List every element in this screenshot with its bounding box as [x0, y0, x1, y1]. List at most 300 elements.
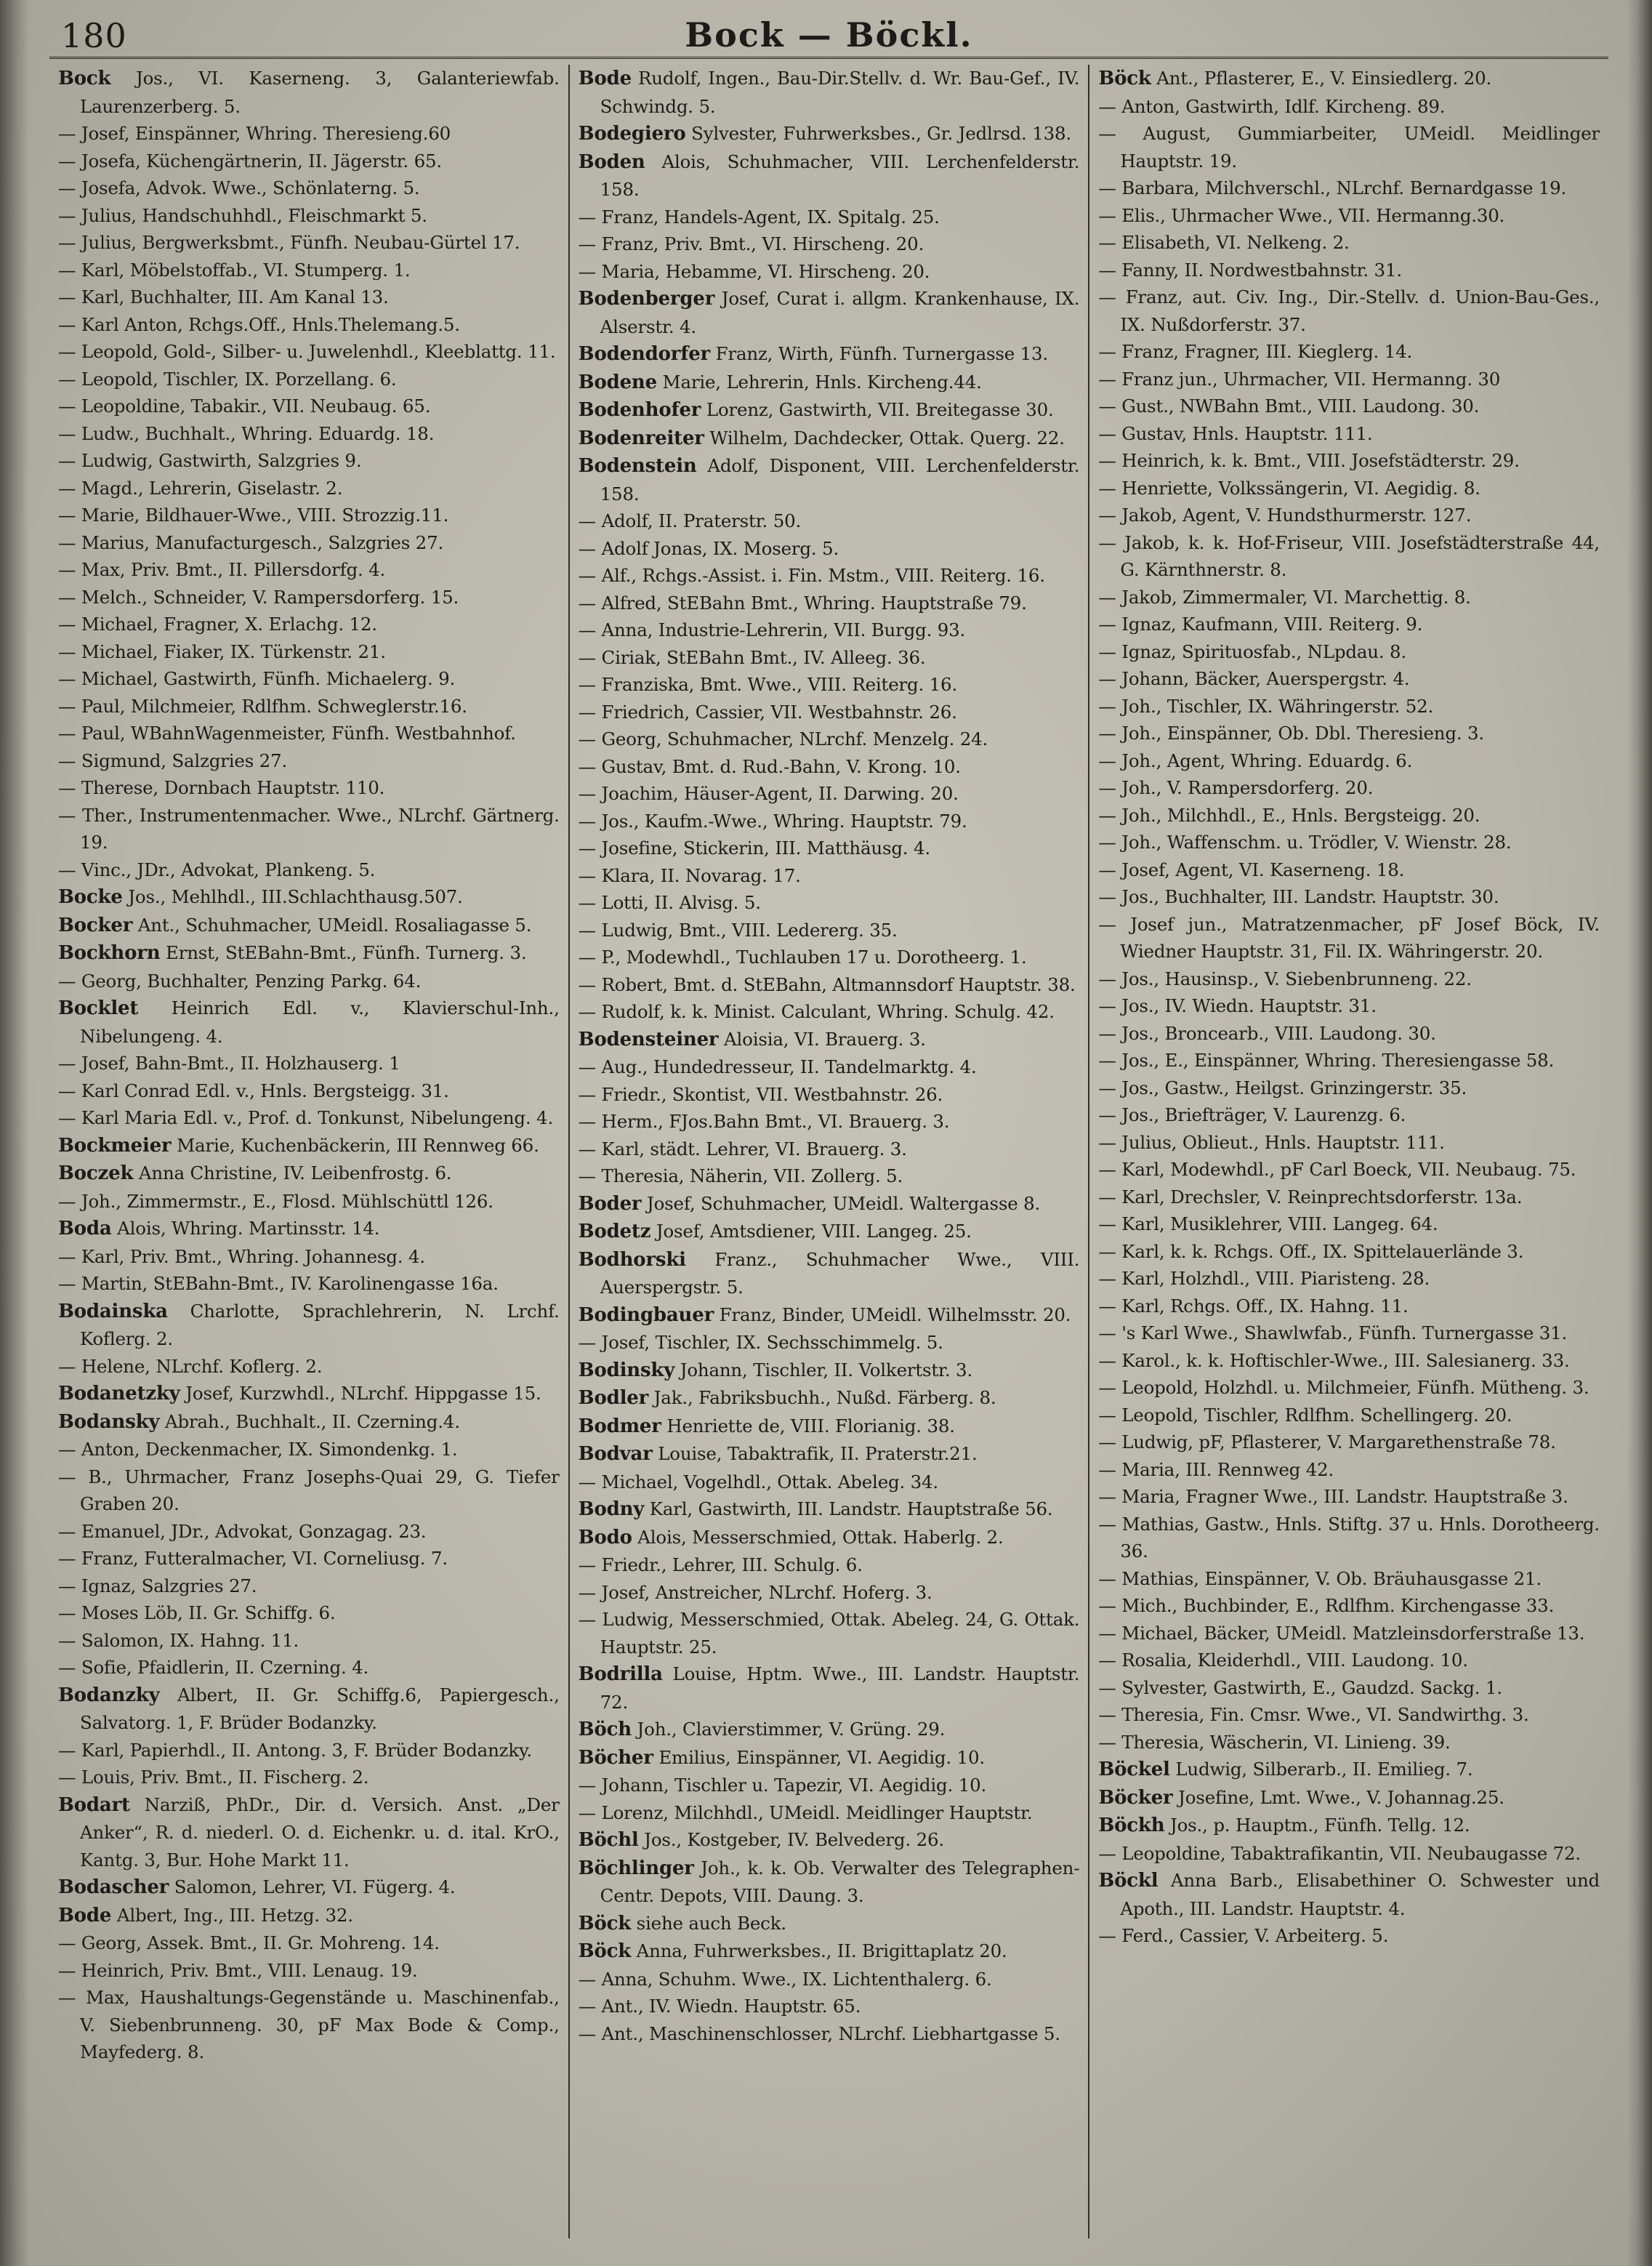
- directory-entry: [1098, 1511, 1600, 1565]
- entry-surname: Böch: [578, 1719, 632, 1740]
- entry-surname: Böck: [578, 1912, 632, 1934]
- entry-text: — Jakob, Agent, V. Hundsthurmerstr. 127.: [1098, 505, 1472, 526]
- directory-entry: [579, 1579, 1080, 1607]
- directory-entry: [579, 862, 1080, 890]
- directory-entry: [58, 1353, 560, 1381]
- entry-text: — Josef, Agent, VI. Kaserneng. 18.: [1098, 859, 1405, 880]
- entry-text: — Michael, Gastwirth, Fünfh. Michaelerg. 9.: [58, 668, 456, 689]
- entry-text: — Friedrich, Cassier, VII. Westbahnstr. 26.: [578, 701, 957, 723]
- entry-text: — Josef, Bahn-Bmt., II. Holzhauserg. 1: [58, 1053, 400, 1074]
- directory-entry: [1098, 393, 1600, 420]
- directory-entry: [58, 1654, 560, 1682]
- directory-entry: [1098, 747, 1600, 775]
- entry-surname: Bocklet: [58, 997, 139, 1019]
- entry-text: — Salomon, IX. Hahng. 11.: [58, 1629, 299, 1651]
- directory-entry: [58, 1682, 560, 1737]
- directory-entry: [579, 1716, 1080, 1744]
- entry-text: — Ther., Instrumentenmacher. Wwe., NLrchf. Gärtnerg. 19.: [58, 804, 560, 853]
- directory-entry: [579, 1136, 1080, 1163]
- entry-text: — Alf., Rchgs.-Assist. i. Fin. Mstm., VIII. Reiterg. 16.: [578, 565, 1045, 586]
- directory-entry: [579, 1772, 1080, 1799]
- directory-entry: [58, 774, 560, 802]
- entry-surname: Bodler: [578, 1387, 649, 1409]
- directory-entry: [58, 968, 560, 995]
- entry-text: — Lorenz, Milchhdl., UMeidl. Meidlinger Hauptstr.: [578, 1801, 1033, 1823]
- entry-text: — Marius, Manufacturgesch., Salzgries 27.: [58, 531, 444, 553]
- entry-text: — Jakob, Zimmermaler, VI. Marchettig. 8.: [1098, 586, 1471, 608]
- directory-entry: [579, 1053, 1080, 1081]
- entry-text: — Joh., Zimmermstr., E., Flosd. Mühlschüttl 126.: [58, 1190, 493, 1212]
- directory-entry: [579, 507, 1080, 535]
- directory-entry: [58, 693, 560, 720]
- directory-entry: [58, 584, 560, 611]
- directory-entry: [1098, 447, 1600, 475]
- entry-surname: Bodrilla: [578, 1663, 663, 1685]
- directory-entry: [579, 1357, 1080, 1385]
- entry-text: — Franz jun., Uhrmacher, VII. Hermanng. 30: [1098, 368, 1501, 390]
- entry-text: Marie, Kuchenbäckerin, III Rennweg 66.: [171, 1134, 539, 1156]
- entry-text: Josef, Kurzwhdl., NLrchf. Hippgasse 15.: [180, 1383, 541, 1404]
- entry-text: — B., Uhrmacher, Franz Josephs-Quai 29, G. Tiefer Graben 20.: [58, 1466, 560, 1514]
- entry-text: Wilhelm, Dachdecker, Ottak. Querg. 22.: [704, 427, 1065, 449]
- entry-text: — Karl, Priv. Bmt., Whring. Johannesg. 4.: [58, 1245, 425, 1267]
- directory-entry: [1098, 1756, 1600, 1784]
- directory-entry: [579, 1993, 1080, 2020]
- entry-text: — August, Gummiarbeiter, UMeidl. Meidlinger Hauptstr. 19.: [1098, 123, 1600, 172]
- directory-entry: [58, 311, 560, 339]
- entry-text: — Josef, Einspänner, Whring. Theresieng.60: [58, 123, 451, 144]
- entry-text: Anna, Fuhrwerksbes., II. Brigittaplatz 20.: [631, 1940, 1007, 1961]
- entry-surname: Bode: [58, 1904, 112, 1926]
- entry-text: Alois, Messerschmied, Ottak. Haberlg. 2.: [632, 1526, 1004, 1548]
- directory-entry: [1098, 338, 1600, 366]
- entry-text: — Sylvester, Gastwirth, E., Gaudzd. Sackg. 1.: [1098, 1676, 1502, 1698]
- directory-entry: [1098, 1840, 1600, 1868]
- directory-entry: [58, 502, 560, 529]
- directory-entry: [579, 204, 1080, 231]
- entry-text: Josef, Amtsdiener, VIII. Langeg. 25.: [650, 1221, 972, 1242]
- entry-surname: Bodinsky: [578, 1359, 675, 1381]
- directory-entry: [1098, 1647, 1600, 1674]
- page-header: [49, 13, 1608, 59]
- directory-entry: [1098, 1184, 1600, 1211]
- directory-entry: [1098, 65, 1600, 93]
- directory-entry: [1098, 1347, 1600, 1375]
- directory-entry: [579, 889, 1080, 917]
- directory-entry: [58, 1243, 560, 1271]
- column-left: [49, 65, 568, 2238]
- directory-entry: [579, 1329, 1080, 1357]
- entry-text: Albert, Ing., III. Hetzg. 32.: [111, 1904, 353, 1926]
- entry-text: Anna Christine, IV. Leibenfrostg. 6.: [133, 1162, 452, 1184]
- directory-entry: [58, 912, 560, 940]
- columns: [49, 65, 1608, 2238]
- directory-entry: [1098, 720, 1600, 747]
- entry-surname: Bodenstein: [578, 455, 697, 477]
- entry-text: — Anna, Schuhm. Wwe., IX. Lichtenthalerg. 6.: [578, 1968, 992, 1990]
- entry-text: Lorenz, Gastwirth, VII. Breitegasse 30.: [701, 399, 1054, 420]
- entry-text: Emilius, Einspänner, VI. Aegidig. 10.: [653, 1746, 985, 1768]
- directory-entry: [1098, 1784, 1600, 1812]
- entry-text: — Julius, Oblieut., Hnls. Hauptstr. 111.: [1098, 1131, 1445, 1153]
- entry-text: Adolf, Disponent, VIII. Lerchenfelderstr. 158.: [600, 455, 1080, 505]
- entry-text: Alois, Whring. Martinsstr. 14.: [111, 1218, 380, 1239]
- entry-surname: Boda: [58, 1218, 112, 1240]
- entry-surname: Bodenberger: [578, 288, 715, 310]
- directory-entry: [58, 1160, 560, 1188]
- directory-entry: [579, 1081, 1080, 1109]
- entry-text: Aloisia, VI. Brauerg. 3.: [718, 1028, 926, 1050]
- entry-text: — Marie, Bildhauer-Wwe., VIII. Strozzig.11.: [58, 505, 449, 526]
- entry-text: — Karl, Möbelstoffab., VI. Stumperg. 1.: [58, 259, 411, 281]
- entry-text: — P., Modewhdl., Tuchlauben 17 u. Dorotheerg. 1.: [578, 947, 1027, 968]
- directory-entry: [58, 202, 560, 230]
- entry-text: — Gustav, Hnls. Hauptstr. 111.: [1098, 422, 1373, 444]
- entry-text: — Maria, Hebamme, VI. Hirscheng. 20.: [578, 260, 930, 282]
- entry-text: — Karl, Holzhdl., VIII. Piaristeng. 28.: [1098, 1268, 1430, 1289]
- directory-entry: [58, 856, 560, 884]
- entry-text: Josef, Curat i. allgm. Krankenhause, IX. Alserstr. 4.: [600, 288, 1080, 337]
- directory-entry: [1098, 1592, 1600, 1620]
- entry-text: Jos., Kostgeber, IV. Belvederg. 26.: [638, 1829, 944, 1850]
- entry-text: Johann, Tischler, II. Volkertstr. 3.: [674, 1359, 973, 1381]
- entry-text: Josefine, Lmt. Wwe., V. Johannag.25.: [1172, 1786, 1504, 1808]
- directory-entry: [1098, 529, 1600, 584]
- entry-text: — Jakob, k. k. Hof-Friseur, VIII. Josefstädterstraße 44, G. Kärnthnerstr. 8.: [1098, 531, 1600, 580]
- entry-text: — Karl, Buchhalter, III. Am Kanal 13.: [58, 286, 389, 308]
- entry-text: Franz., Schuhmacher Wwe., VIII. Auerspergstr. 5.: [600, 1248, 1080, 1298]
- directory-entry: [1098, 1456, 1600, 1484]
- entry-text: — Therese, Dornbach Hauptstr. 110.: [58, 777, 385, 798]
- entry-text: — Gustav, Bmt. d. Rud.-Bahn, V. Krong. 10.: [578, 755, 961, 777]
- entry-text: — Josef jun., Matratzenmacher, pF Josef Böck, IV. Wiedner Hauptstr. 31, Fil. IX. Währingerstr. 20.: [1098, 913, 1600, 962]
- entry-text: — Karl Maria Edl. v., Prof. d. Tonkunst, Nibelungeng. 4.: [58, 1107, 554, 1128]
- directory-entry: [1098, 1867, 1600, 1922]
- directory-entry: [58, 611, 560, 638]
- directory-entry: [1098, 1156, 1600, 1184]
- directory-entry: [579, 998, 1080, 1026]
- directory-entry: [579, 726, 1080, 753]
- directory-entry: [1098, 1429, 1600, 1456]
- directory-entry: [1098, 174, 1600, 202]
- entry-text: — Franz, Futteralmacher, VI. Corneliusg. 7.: [58, 1548, 448, 1569]
- entry-surname: Böcher: [578, 1746, 653, 1769]
- entry-text: — Jos., Hausinsp., V. Siebenbrunneng. 22.: [1098, 968, 1472, 989]
- entry-text: — Georg, Schuhmacher, NLrchf. Menzelg. 24.: [578, 728, 988, 750]
- directory-entry: [1098, 774, 1600, 802]
- directory-entry: [58, 1627, 560, 1655]
- entry-text: — Julius, Bergwerksbmt., Fünfh. Neubau-Gürtel 17.: [58, 232, 520, 253]
- directory-entry: [58, 1077, 560, 1105]
- entry-text: — Franz, Handels-Agent, IX. Spitalg. 25.: [578, 206, 940, 228]
- entry-surname: Bodainska: [58, 1300, 168, 1322]
- column-middle: [568, 65, 1089, 2238]
- directory-entry: [579, 808, 1080, 835]
- directory-entry: [58, 475, 560, 502]
- directory-entry: [579, 425, 1080, 453]
- directory-entry: [579, 1660, 1080, 1716]
- directory-entry: [1098, 257, 1600, 284]
- entry-text: — Ant., IV. Wiedn. Hauptstr. 65.: [578, 1996, 861, 2017]
- directory-entry: [579, 1966, 1080, 1993]
- directory-entry: [1098, 1701, 1600, 1729]
- entry-text: — Jos., Briefträger, V. Laurenzg. 6.: [1098, 1104, 1406, 1125]
- entry-text: — Rosalia, Kleiderhdl., VIII. Laudong. 10.: [1098, 1650, 1468, 1671]
- entry-text: — Jos., Gastw., Heilgst. Grinzingerstr. 35.: [1098, 1077, 1467, 1098]
- entry-text: — Ludwig, pF, Pflasterer, V. Margarethenstraße 78.: [1098, 1431, 1556, 1453]
- entry-text: — Leopoldine, Tabaktrafikantin, VII. Neubaugasse 72.: [1098, 1842, 1582, 1864]
- entry-surname: Bockhorn: [58, 942, 161, 964]
- column-right: [1088, 65, 1608, 2238]
- entry-text: — Franziska, Bmt. Wwe., VIII. Reiterg. 16.: [578, 674, 958, 695]
- directory-entry: [579, 230, 1080, 258]
- directory-entry: [58, 1902, 560, 1930]
- entry-text: — Alfred, StEBahn Bmt., Whring. Hauptstraße 79.: [578, 592, 1027, 614]
- entry-surname: Böckel: [1098, 1759, 1170, 1780]
- entry-surname: Bocker: [58, 914, 133, 936]
- directory-entry: [58, 65, 560, 120]
- entry-text: Franz, Wirth, Fünfh. Turnergasse 13.: [710, 343, 1049, 364]
- entry-surname: Bodanzky: [58, 1684, 160, 1706]
- entry-text: — Mathias, Einspänner, V. Ob. Bräuhausgasse 21.: [1098, 1567, 1542, 1589]
- entry-text: — Joachim, Häuser-Agent, II. Darwing. 20.: [578, 783, 959, 804]
- entry-text: — Ignaz, Kaufmann, VIII. Reiterg. 9.: [1098, 614, 1423, 635]
- entry-text: — Ludwig, Bmt., VIII. Ledererg. 35.: [578, 919, 898, 941]
- directory-entry: [58, 1764, 560, 1791]
- entry-text: Jos., VI. Kaserneng. 3, Galanteriewfab. Laurenzerberg. 5.: [80, 68, 560, 117]
- entry-text: — Sofie, Pfaidlerin, II. Czerning. 4.: [58, 1657, 369, 1678]
- directory-entry: [1098, 120, 1600, 174]
- directory-entry: [1098, 693, 1600, 720]
- entry-text: — Elisabeth, VI. Nelkeng. 2.: [1098, 232, 1350, 253]
- directory-entry: [579, 971, 1080, 999]
- entry-surname: Bodvar: [578, 1443, 653, 1465]
- entry-text: Ludwig, Silberarb., II. Emilieg. 7.: [1169, 1759, 1473, 1780]
- entry-text: — Gust., NWBahn Bmt., VIII. Laudong. 30.: [1098, 395, 1480, 417]
- entry-text: Josef, Schuhmacher, UMeidl. Waltergasse 8.: [641, 1192, 1041, 1214]
- entry-text: — Leopold, Tischler, IX. Porzellang. 6.: [58, 368, 397, 390]
- directory-entry: [58, 1436, 560, 1463]
- entry-surname: Böcker: [1098, 1786, 1173, 1809]
- directory-entry: [1098, 1020, 1600, 1048]
- entry-text: — Mathias, Gastw., Hnls. Stiftg. 37 u. Hnls. Dorotheerg. 36.: [1098, 1513, 1600, 1562]
- entry-surname: Bodegiero: [578, 123, 686, 145]
- directory-entry: [58, 1518, 560, 1546]
- directory-entry: [1098, 1374, 1600, 1402]
- entry-surname: Böchlinger: [578, 1857, 694, 1879]
- directory-entry: [58, 1791, 560, 1874]
- directory-entry: [579, 562, 1080, 590]
- entry-surname: Bodenhofer: [578, 399, 701, 421]
- directory-entry: [579, 1826, 1080, 1855]
- directory-entry: [579, 1413, 1080, 1441]
- directory-entry: [579, 1026, 1080, 1054]
- entry-text: — Adolf, II. Praterstr. 50.: [578, 510, 802, 531]
- directory-entry: [58, 802, 560, 856]
- entry-text: Marie, Lehrerin, Hnls. Kircheng.44.: [656, 371, 982, 393]
- directory-entry: [579, 535, 1080, 563]
- entry-surname: Böckl: [1098, 1870, 1159, 1892]
- entry-text: — Josefine, Stickerin, III. Matthäusg. 4.: [578, 837, 930, 859]
- entry-text: — Joh., Waffenschm. u. Trödler, V. Wienstr. 28.: [1098, 832, 1512, 853]
- directory-entry: [579, 1495, 1080, 1524]
- entry-text: — Franz, Priv. Bmt., VI. Hirscheng. 20.: [578, 233, 924, 254]
- entry-text: — Melch., Schneider, V. Rampersdorferg. 15.: [58, 586, 459, 608]
- entry-text: — Herm., FJos.Bahn Bmt., VI. Brauerg. 3.: [578, 1111, 950, 1132]
- directory-entry: [58, 665, 560, 693]
- directory-entry: [58, 120, 560, 148]
- running-head: Bock — Böckl.: [685, 15, 973, 55]
- entry-text: — Fanny, II. Nordwestbahnstr. 31.: [1098, 259, 1402, 281]
- directory-entry: [1098, 611, 1600, 638]
- entry-text: — Friedr., Skontist, VII. Westbahnstr. 26.: [578, 1083, 943, 1105]
- directory-entry: [579, 699, 1080, 726]
- directory-entry: [1098, 665, 1600, 693]
- directory-entry: [1098, 229, 1600, 257]
- directory-entry: [58, 148, 560, 175]
- entry-text: — Johann, Tischler u. Tapezir, VI. Aegidig. 10.: [578, 1775, 987, 1796]
- entry-text: — Ant., Maschinenschlosser, NLrchf. Liebhartgasse 5.: [578, 2022, 1060, 2044]
- directory-entry: [579, 644, 1080, 672]
- entry-surname: Böckh: [1098, 1815, 1165, 1836]
- directory-entry: [58, 1050, 560, 1077]
- entry-text: — Karl, städt. Lehrer, VI. Brauerg. 3.: [578, 1138, 907, 1160]
- entry-text: Narziß, PhDr., Dir. d. Versich. Anst. „Der Anker“, R. d. niederl. O. d. Eichenkr. u. d. ital. KrO., Kantg. 3, Bur. Hohe Markt 11.: [80, 1793, 560, 1871]
- entry-text: — Maria, Fragner Wwe., III. Landstr. Hauptstraße 3.: [1098, 1486, 1568, 1507]
- entry-text: — Jos., Buchhalter, III. Landstr. Hauptstr. 30.: [1098, 886, 1499, 907]
- directory-entry: [58, 420, 560, 448]
- entry-surname: Bodascher: [58, 1876, 169, 1898]
- entry-text: — Heinrich, k. k. Bmt., VIII. Josefstädterstr. 29.: [1098, 450, 1520, 471]
- entry-text: Abrah., Buchhalt., II. Czerning.4.: [159, 1410, 460, 1432]
- directory-entry: [1098, 911, 1600, 965]
- directory-entry: [579, 753, 1080, 781]
- directory-entry: [58, 556, 560, 584]
- directory-entry: [1098, 1402, 1600, 1429]
- directory-entry: [1098, 1729, 1600, 1756]
- entry-surname: Bodmer: [578, 1415, 661, 1437]
- directory-entry: [1098, 1483, 1600, 1511]
- entry-text: — Lotti, II. Alvisg. 5.: [578, 892, 761, 913]
- directory-entry: [1098, 584, 1600, 611]
- entry-text: — Josefa, Advok. Wwe., Schönlaterng. 5.: [58, 177, 420, 198]
- entry-text: Sylvester, Fuhrwerksbes., Gr. Jedlrsd. 138.: [685, 123, 1071, 144]
- entry-text: — Franz, Fragner, III. Kieglerg. 14.: [1098, 341, 1413, 362]
- entry-text: — Julius, Handschuhhdl., Fleischmarkt 5.: [58, 204, 427, 226]
- entry-text: — Jos., Kaufm.-Wwe., Whring. Hauptstr. 79.: [578, 810, 967, 832]
- entry-text: Charlotte, Sprachlehrerin, N. Lrchf. Koflerg. 2.: [80, 1300, 560, 1349]
- entry-text: — Emanuel, JDr., Advokat, Gonzagag. 23.: [58, 1520, 427, 1542]
- entry-text: — Michael, Vogelhdl., Ottak. Abeleg. 34.: [578, 1471, 939, 1492]
- directory-entry: [1098, 802, 1600, 829]
- directory-entry: [579, 340, 1080, 369]
- entry-text: — Maria, III. Rennweg 42.: [1098, 1458, 1334, 1480]
- entry-text: — Henriette, Volkssängerin, VI. Aegidig. 8.: [1098, 477, 1480, 499]
- entry-text: Jos., Mehlhdl., III.Schlachthausg.507.: [122, 886, 463, 907]
- entry-text: Alois, Schuhmacher, VIII. Lerchenfelderstr. 158.: [600, 150, 1080, 200]
- directory-entry: [58, 720, 560, 747]
- entry-text: Jak., Fabriksbuchh., Nußd. Färberg. 8.: [648, 1387, 996, 1408]
- directory-entry: [579, 1218, 1080, 1246]
- directory-entry: [1098, 1812, 1600, 1840]
- entry-text: — Theresia, Wäscherin, VI. Linieng. 39.: [1098, 1731, 1451, 1753]
- entry-text: — Jos., E., Einspänner, Whring. Theresiengasse 58.: [1098, 1050, 1555, 1071]
- entry-text: — Max, Priv. Bmt., II. Pillersdorfg. 4.: [58, 559, 386, 580]
- directory-entry: [58, 1929, 560, 1957]
- entry-text: — 's Karl Wwe., Shawlwfab., Fünfh. Turnergasse 31.: [1098, 1322, 1568, 1343]
- directory-entry: [58, 447, 560, 475]
- entry-text: Anna Barb., Elisabethiner O. Schwester und Apoth., III. Landstr. Hauptstr. 4.: [1120, 1870, 1600, 1919]
- directory-entry: [58, 1545, 560, 1572]
- entry-surname: Bode: [578, 68, 632, 89]
- directory-entry: [58, 1957, 560, 1985]
- entry-text: — Leopoldine, Tabakir., VII. Neubaug. 65.: [58, 395, 431, 417]
- directory-entry: [579, 1384, 1080, 1413]
- directory-entry: [1098, 1565, 1600, 1593]
- entry-text: — Karl Anton, Rchgs.Off., Hnls.Thelemang.5.: [58, 313, 460, 335]
- entry-text: Albert, II. Gr. Schiffg.6, Papiergesch., Salvatorg. 1, F. Brüder Bodanzky.: [80, 1684, 560, 1733]
- entry-surname: Bodensteiner: [578, 1028, 719, 1050]
- entry-text: — Karl, Rchgs. Off., IX. Hahng. 11.: [1098, 1295, 1409, 1317]
- entry-text: — Helene, NLrchf. Koflerg. 2.: [58, 1355, 323, 1377]
- directory-entry: [58, 174, 560, 202]
- entry-text: — Aug., Hundedresseur, II. Tandelmarktg. 4.: [578, 1056, 977, 1077]
- directory-entry: [579, 148, 1080, 204]
- directory-entry: [1098, 93, 1600, 121]
- directory-entry: [579, 917, 1080, 944]
- entry-text: — Ludwig, Gastwirth, Salzgries 9.: [58, 450, 362, 471]
- directory-entry: [1098, 883, 1600, 911]
- entry-text: — Joh., V. Rampersdorferg. 20.: [1098, 777, 1374, 798]
- entry-text: — Elis., Uhrmacher Wwe., VII. Hermanng.30.: [1098, 204, 1505, 226]
- entry-text: — Franz, aut. Civ. Ing., Dir.-Stellv. d. Union-Bau-Ges., IX. Nußdorferstr. 37.: [1098, 286, 1600, 335]
- directory-entry: [579, 1606, 1080, 1660]
- directory-entry: [579, 369, 1080, 397]
- directory-entry: [58, 1984, 560, 2066]
- directory-entry: [579, 65, 1080, 120]
- entry-text: siehe auch Beck.: [631, 1912, 786, 1934]
- entry-surname: Bodansky: [58, 1410, 160, 1433]
- directory-entry: [1098, 1674, 1600, 1702]
- entry-text: — Michael, Fragner, X. Erlachg. 12.: [58, 614, 377, 635]
- directory-entry: [579, 1440, 1080, 1469]
- entry-text: — Mich., Buchbinder, E., Rdlfhm. Kirchengasse 33.: [1098, 1595, 1555, 1616]
- directory-entry: [1098, 992, 1600, 1020]
- directory-entry: [58, 1873, 560, 1902]
- entry-text: — Johann, Bäcker, Auerspergstr. 4.: [1098, 668, 1410, 689]
- entry-text: — Paul, Milchmeier, Rdlfhm. Schweglerstr.16.: [58, 695, 467, 717]
- entry-surname: Bodanetzky: [58, 1383, 180, 1405]
- entry-text: — Heinrich, Priv. Bmt., VIII. Lenaug. 19.: [58, 1959, 418, 1981]
- entry-surname: Boczek: [58, 1162, 134, 1184]
- directory-entry: [1098, 284, 1600, 338]
- directory-entry: [579, 780, 1080, 808]
- entry-text: — Anton, Gastwirth, Idlf. Kircheng. 89.: [1098, 95, 1446, 117]
- entry-text: — Michael, Fiaker, IX. Türkenstr. 21.: [58, 640, 386, 662]
- entry-text: — Theresia, Näherin, VII. Zollerg. 5.: [578, 1165, 903, 1186]
- directory-entry: [1098, 1293, 1600, 1320]
- directory-entry: [579, 2020, 1080, 2048]
- entry-text: — Friedr., Lehrer, III. Schulg. 6.: [578, 1554, 863, 1575]
- directory-entry: [1098, 1922, 1600, 1950]
- directory-entry: [579, 835, 1080, 862]
- entry-text: — Anton, Deckenmacher, IX. Simondenkg. 1.: [58, 1439, 458, 1460]
- directory-entry: [1098, 1319, 1600, 1347]
- entry-text: — Ignaz, Salzgries 27.: [58, 1575, 257, 1596]
- directory-entry: [1098, 829, 1600, 856]
- directory-entry: [1098, 638, 1600, 666]
- entry-text: — Sigmund, Salzgries 27.: [58, 750, 288, 771]
